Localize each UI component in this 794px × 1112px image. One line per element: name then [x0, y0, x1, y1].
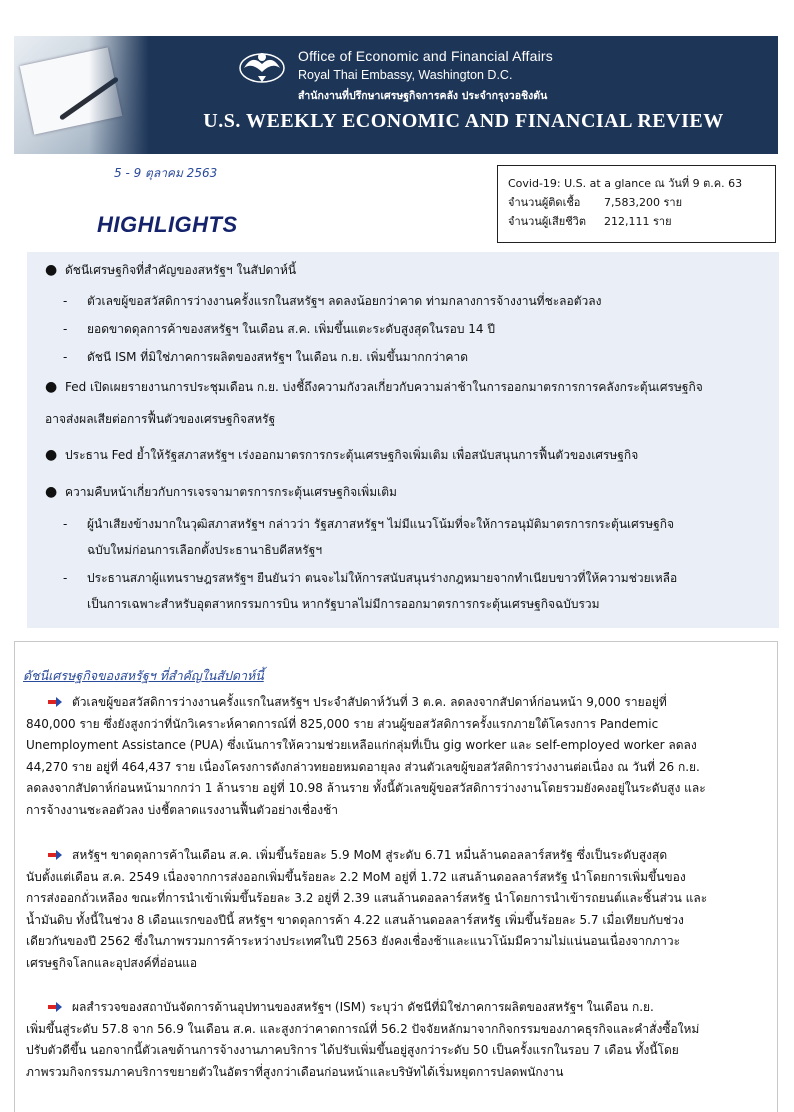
office-name: Office of Economic and Financial Affairs	[298, 48, 553, 64]
section-title: ดัชนีเศรษฐกิจของสหรัฐฯ ที่สำคัญในสัปดาห์นี้	[23, 668, 264, 683]
embassy-name: Royal Thai Embassy, Washington D.C.	[298, 68, 513, 82]
highlights-heading: HIGHLIGHTS	[97, 212, 238, 237]
office-name-thai: สำนักงานที่ปรึกษาเศรษฐกิจการคลัง ประจำกรุงวอชิงตัน	[298, 90, 548, 102]
bullet-icon: ●	[45, 262, 58, 278]
dash-icon: -	[63, 350, 68, 364]
report-date: 5 - 9 ตุลาคม 2563	[114, 166, 218, 180]
infected-label: จำนวนผู้ติดเชื้อ	[508, 196, 581, 209]
highlight-item: ● ความคืบหน้าเกี่ยวกับการเจรจามาตรการกระตุ้นเศรษฐกิจเพิ่มเติม	[45, 484, 397, 500]
highlight-item: ● ดัชนีเศรษฐกิจที่สำคัญของสหรัฐฯ ในสัปดาห์นี้	[45, 262, 297, 278]
covid-title: Covid-19: U.S. at a glance ณ วันที่ 9 ต.ค. 63	[508, 177, 743, 190]
highlight-item: ● ประธาน Fed ย้ำให้รัฐสภาสหรัฐฯ เร่งออกมาตรการกระตุ้นเศรษฐกิจเพิ่มเติม เพื่อสนับสนุนการฟื้นตัวของเศรษฐกิจ	[45, 447, 639, 463]
deaths-label: จำนวนผู้เสียชีวิต	[508, 215, 586, 228]
arrow-bullet-icon	[48, 697, 62, 707]
header-banner	[14, 36, 778, 154]
highlights-box	[27, 252, 779, 628]
deaths-value: 212,111 ราย	[604, 215, 672, 228]
dash-icon: -	[63, 517, 68, 531]
dash-icon: -	[63, 322, 68, 336]
infected-value: 7,583,200 ราย	[604, 196, 683, 209]
bullet-icon: ●	[45, 379, 58, 395]
bullet-icon: ●	[45, 447, 58, 463]
review-title: U.S. WEEKLY ECONOMIC AND FINANCIAL REVIEW	[203, 110, 724, 132]
highlight-item: ● Fed เปิดเผยรายงานการประชุมเดือน ก.ย. บ่งชี้ถึงความกังวลเกี่ยวกับความล่าช้าในการออกมาตรการการคลังกระตุ้นเศรษฐกิจ	[45, 379, 703, 395]
paragraph-trade-deficit: สหรัฐฯ ขาดดุลการค้าในเดือน ส.ค. เพิ่มขึ้นร้อยละ 5.9 MoM สู่ระดับ 6.71 หมื่นล้านดอลลาร์สหรัฐ ซึ่งเป็นระดับสูงสุด นับตั้งแต่เดือน ส.ค. 2549 เนื่องจากการส่งออกเพิ่มขึ้นร้อยละ 2.2 MoM อยู่ที่ 1.72 แสนล้านดอลลาร์สหรัฐ นำโดยการเพิ่มขึ้นของ การส่งออกถั่วเหลือง ขณะที่การนำเข้าเพิ่มขึ้นร้อยละ 3.2 อยู่ที่ 2.39 แสนล้านดอลลาร์สหรัฐ นำโดยการนำเข้ารถยนต์และชิ้นส่วน และ น้ำมันดิบ ทั้งนี้ในช่วง 8 เดือนแรกของปีนี้ สหรัฐฯ ขาดดุลการค้า 4.22 แสนล้านดอลลาร์สหรัฐ เพิ่มขึ้นร้อยละ 5.7 เมื่อเทียบกับช่วง เดียวกันของปี 2562 ซึ่งในภาพรวมการค้าระหว่างประเทศในปี 2563 ยังคงเชื่องช้าและแนวโน้มมีความไม่แน่นอนเนื่องจากภาวะ เศรษฐกิจโลกและอุปสงค์ที่อ่อนแอ	[26, 848, 708, 970]
highlight-subitem-continuation: เป็นการเฉพาะสำหรับอุตสาหกรรมการบิน หากรัฐบาลไม่มีการออกมาตรการกระตุ้นเศรษฐกิจฉบับรวม	[87, 597, 600, 611]
highlight-subitem: - ผู้นำเสียงข้างมากในวุฒิสภาสหรัฐฯ กล่าวว่า รัฐสภาสหรัฐฯ ไม่มีแนวโน้มที่จะให้การอนุมัติมาตรการกระตุ้นเศรษฐกิจ	[63, 517, 675, 531]
paragraph-ism-services: ผลสำรวจของสถาบันจัดการด้านอุปทานของสหรัฐฯ (ISM) ระบุว่า ดัชนีที่มิใช่ภาคการผลิตของสหรัฐฯ ในเดือน ก.ย. เพิ่มขึ้นสู่ระดับ 57.8 จาก 56.9 ในเดือน ส.ค. และสูงกว่าคาดการณ์ที่ 56.2 ปัจจัยหลักมาจากกิจกรรมของภาคธุรกิจและคำสั่งซื้อใหม่ ปรับตัวดีขึ้น นอกจากนี้ตัวเลขด้านการจ้างงานภาคบริการ ได้ปรับเพิ่มขึ้นอยู่สูงกว่าระดับ 50 เป็นครั้งแรกในรอบ 7 เดือน ทั้งนี้โดย ภาพรวมกิจกรรมภาคบริการขยายตัวในอัตราที่สูงกว่าเดือนก่อนหน้าและบริษัทได้เริ่มหยุดการปลดพนักงาน	[26, 1000, 700, 1079]
arrow-bullet-icon	[48, 1002, 62, 1012]
paragraph-jobless-claims: ตัวเลขผู้ขอสวัสดิการว่างงานครั้งแรกในสหรัฐฯ ประจำสัปดาห์วันที่ 3 ต.ค. ลดลงจากสัปดาห์ก่อนหน้า 9,000 รายอยู่ที่ 840,000 ราย ซึ่งยังสูงกว่าที่นักวิเคราะห์คาดการณ์ที่ 825,000 ราย ส่วนผู้ขอสวัสดิการครั้งแรกภายใต้โครงการ Pandemic Unemployment Assistance (PUA) ซึ่งเน้นการให้ความช่วยเหลือแก่กลุ่มที่เป็น gig worker และ self-employed worker ลดลง 44,270 ราย อยู่ที่ 464,437 ราย เนื่องโครงการดังกล่าวทยอยหมดอายุลง ส่วนตัวเลขผู้ขอสวัสดิการว่างงานต่อเนื่อง ณ วันที่ 26 ก.ย. ลดลงจากสัปดาห์ก่อนหน้ามากกว่า 1 ล้านราย อยู่ที่ 10.98 ล้านราย ทั้งนี้ตัวเลขผู้ขอสวัสดิการว่างงานโดยรวมยังคงอยู่ในระดับสูง และ การจ้างงานชะลอตัวลง บ่งชี้ตลาดแรงงานฟื้นตัวอย่างเชื่องช้า	[26, 695, 706, 817]
highlight-subitem: - ดัชนี ISM ที่มิใช่ภาคการผลิตของสหรัฐฯ ในเดือน ก.ย. เพิ่มขึ้นมากกว่าคาด	[63, 350, 468, 364]
banner-photo	[14, 36, 149, 154]
bullet-icon: ●	[45, 484, 58, 500]
dash-icon: -	[63, 571, 68, 585]
highlight-subitem: - ยอดขาดดุลการค้าของสหรัฐฯ ในเดือน ส.ค. เพิ่มขึ้นแตะระดับสูงสุดในรอบ 14 ปี	[63, 322, 495, 336]
arrow-bullet-icon	[48, 850, 62, 860]
highlight-subitem-continuation: ฉบับใหม่ก่อนการเลือกตั้งประธานาธิบดีสหรัฐฯ	[87, 543, 323, 557]
highlight-item-continuation: อาจส่งผลเสียต่อการฟื้นตัวของเศรษฐกิจสหรัฐ	[45, 412, 276, 426]
highlight-subitem: - ตัวเลขผู้ขอสวัสดิการว่างงานครั้งแรกในสหรัฐฯ ลดลงน้อยกว่าคาด ท่ามกลางการจ้างงานที่ชะลอตัวลง	[63, 294, 602, 308]
highlight-subitem: - ประธานสภาผู้แทนราษฎรสหรัฐฯ ยืนยันว่า ตนจะไม่ให้การสนับสนุนร่างกฎหมายจากทำเนียบขาวที่ให้ความช่วยเหลือ	[63, 571, 678, 585]
covid-summary-box	[497, 165, 776, 243]
dash-icon: -	[63, 294, 68, 308]
